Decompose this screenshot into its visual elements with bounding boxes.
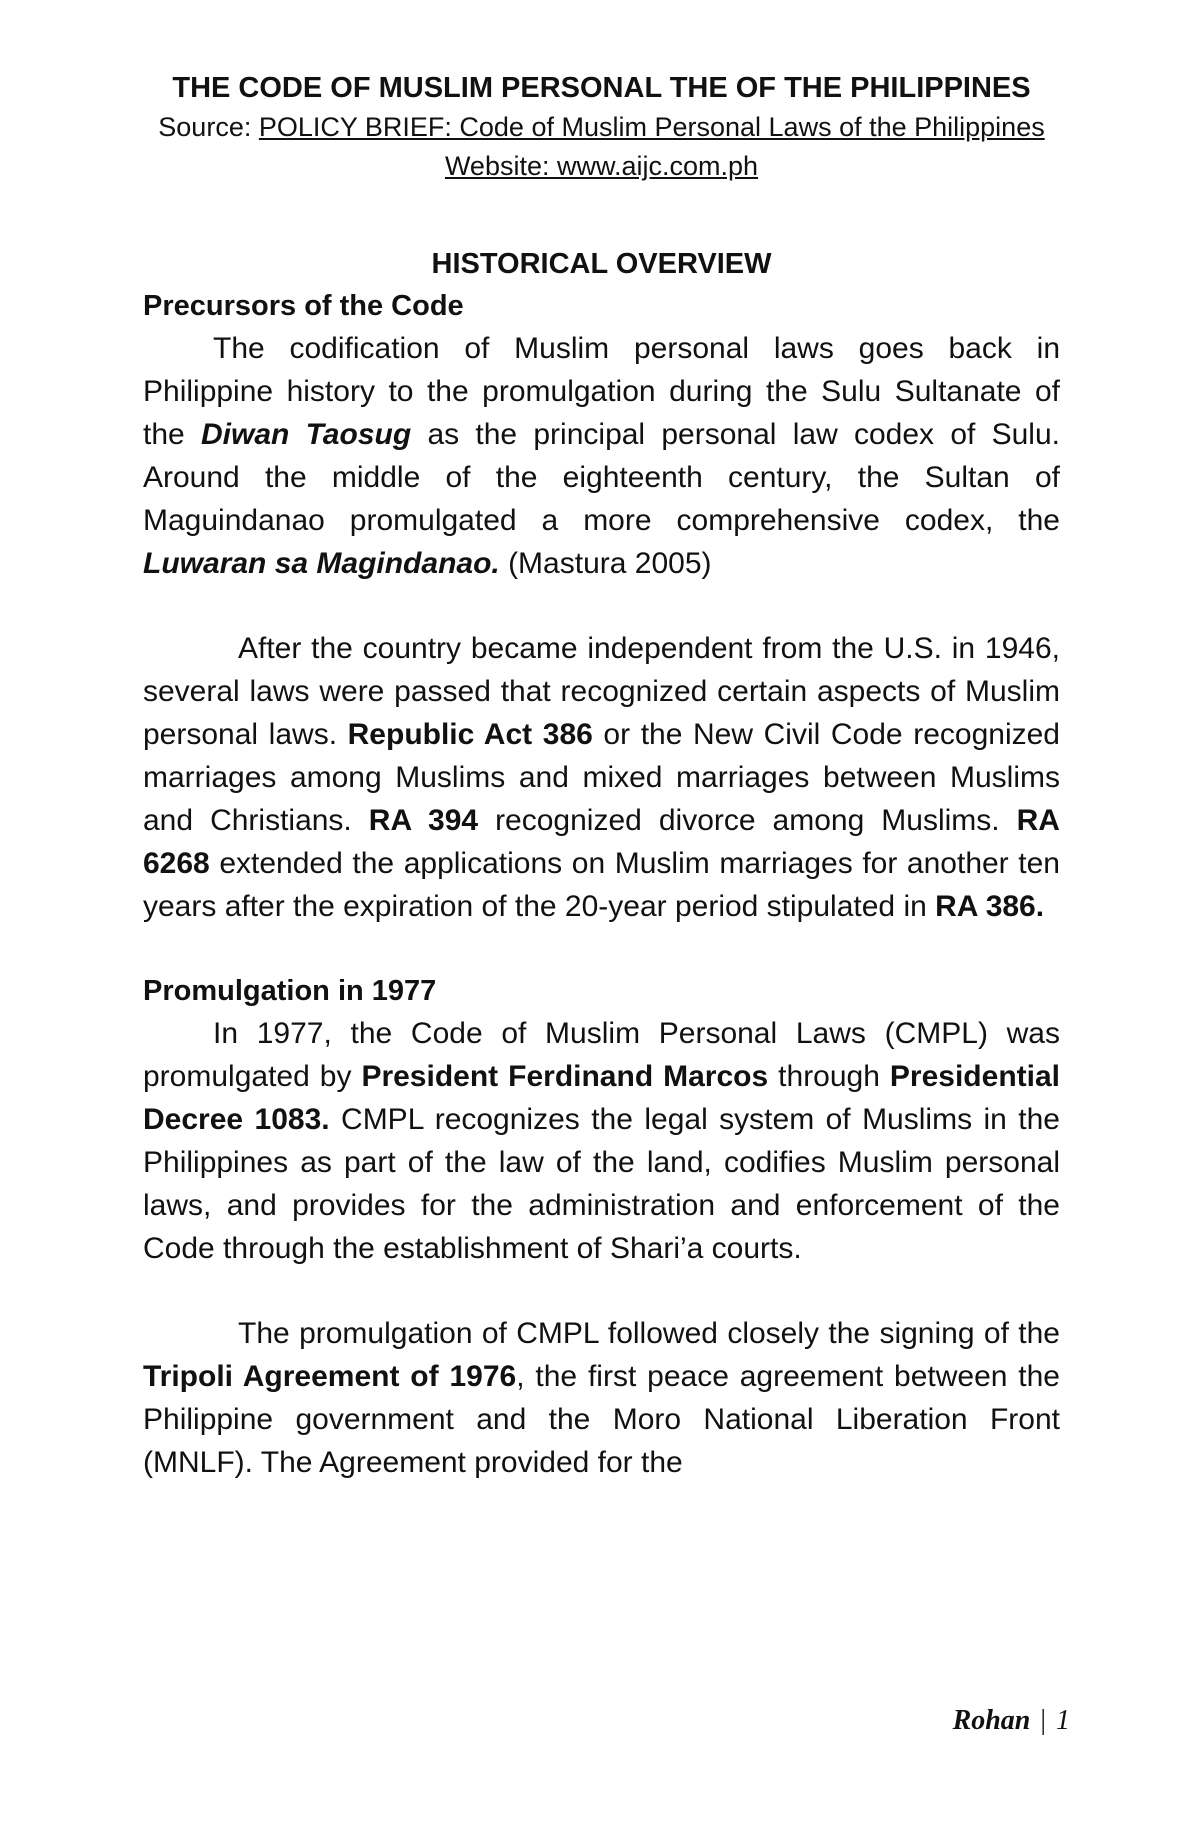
text-run: The codification of Muslim personal laws goes back in Philippine history to the promulgation during the Sulu Sultanate of the bbox=[143, 332, 1060, 451]
website-line bbox=[143, 147, 1060, 185]
footer-signature: Rohan bbox=[952, 1705, 1031, 1736]
source-line bbox=[143, 108, 1060, 147]
emphasis-pd-1083: Presidential Decree 1083. bbox=[143, 1060, 1060, 1136]
subheading-precursors: Precursors of the Code bbox=[143, 290, 464, 322]
emphasis-ra-394: RA 394 bbox=[368, 804, 479, 837]
emphasis-tripoli-agreement: Tripoli Agreement of 1976 bbox=[143, 1360, 517, 1393]
emphasis-ra-386-end: RA 386. bbox=[935, 890, 1045, 923]
emphasis-diwan-taosug: Diwan Taosug bbox=[200, 418, 412, 451]
paragraph-independence bbox=[143, 627, 1060, 928]
emphasis-ra-386: Republic Act 386 bbox=[347, 718, 593, 751]
document-title: THE CODE OF MUSLIM PERSONAL THE OF THE PHILIPPINES bbox=[172, 72, 1031, 104]
source-link[interactable]: POLICY BRIEF: Code of Muslim Personal Laws of the Philippines bbox=[258, 112, 1045, 142]
document-page bbox=[143, 68, 1060, 1484]
page-footer bbox=[953, 1705, 1070, 1737]
section-heading: HISTORICAL OVERVIEW bbox=[431, 248, 772, 280]
text-run: extended the applications on Muslim marriages for another ten years after the expiration of the 20-year period stipulated in bbox=[143, 847, 1060, 923]
emphasis-president-marcos: President Ferdinand Marcos bbox=[361, 1060, 769, 1093]
footer-separator: | bbox=[1040, 1705, 1046, 1736]
paragraph-precursors bbox=[143, 327, 1060, 585]
emphasis-ra-6268: RA 6268 bbox=[143, 804, 1060, 880]
text-run: In 1977, the Code of Muslim Personal Laws (CMPL) was promulgated by bbox=[143, 1017, 1060, 1093]
text-run: as the principal personal law codex of Sulu. Around the middle of the eighteenth century, the Sultan of Maguindanao promulgated a more comprehensive codex, the bbox=[143, 418, 1060, 537]
text-run: or the New Civil Code recognized marriages among Muslims and mixed marriages between Muslims and Christians. bbox=[143, 718, 1060, 837]
source-label: Source: bbox=[158, 112, 259, 142]
text-run: The promulgation of CMPL followed closely the signing of the bbox=[238, 1317, 1060, 1350]
page-number: 1 bbox=[1056, 1705, 1070, 1736]
subheading-promulgation: Promulgation in 1977 bbox=[143, 975, 437, 1007]
text-run: recognized divorce among Muslims. bbox=[478, 804, 1017, 837]
website-link[interactable]: Website: www.aijc.com.ph bbox=[444, 151, 759, 181]
text-run: through bbox=[768, 1060, 890, 1093]
text-run: CMPL recognizes the legal system of Muslims in the Philippines as part of the law of the land, codifies Muslim personal laws, and provides for the administration and enforcement of the Code through the establishment of Shari’a courts. bbox=[143, 1103, 1060, 1265]
text-run: (Mastura 2005) bbox=[499, 547, 712, 580]
text-run: , the first peace agreement between the Philippine government and the Moro National Liberation Front (MNLF). The Agreement provided for the bbox=[143, 1360, 1060, 1479]
paragraph-promulgation bbox=[143, 1012, 1060, 1270]
emphasis-luwaran: Luwaran sa Magindanao. bbox=[143, 547, 500, 580]
paragraph-tripoli bbox=[143, 1312, 1060, 1484]
text-run: After the country became independent from the U.S. in 1946, several laws were passed that recognized certain aspects of Muslim personal laws. bbox=[143, 632, 1060, 751]
